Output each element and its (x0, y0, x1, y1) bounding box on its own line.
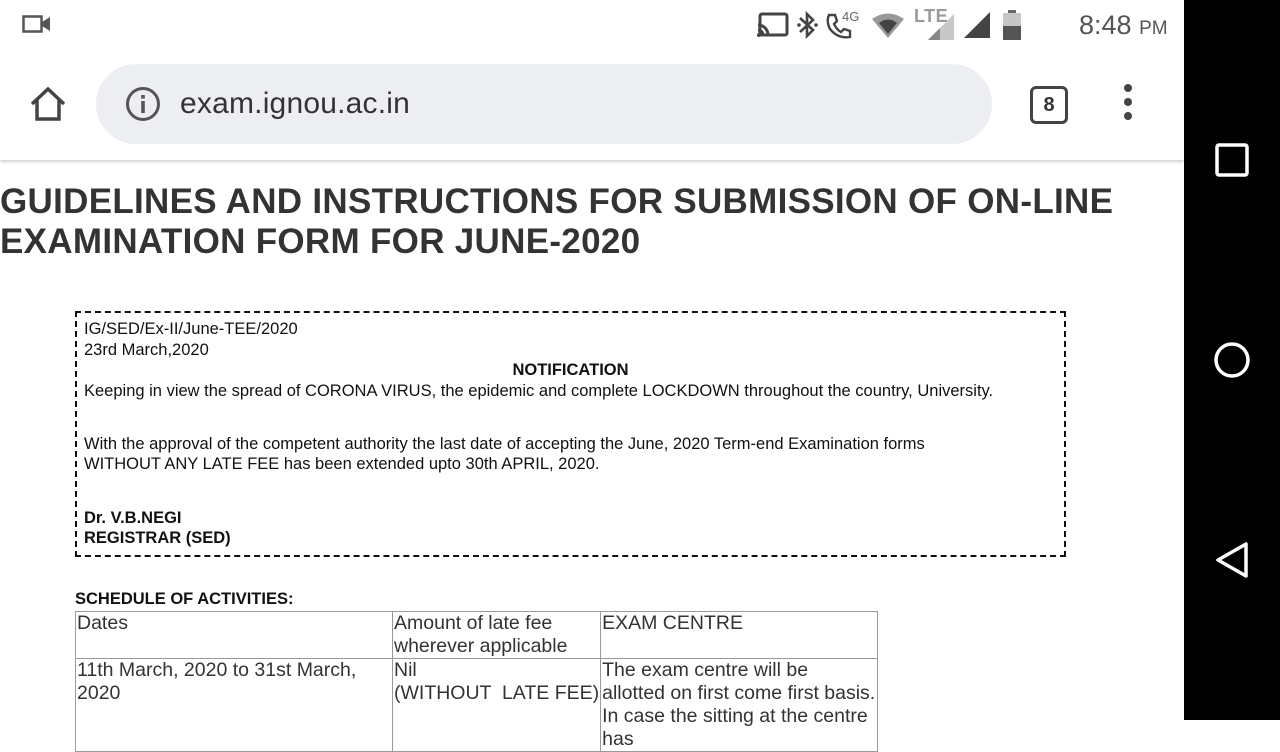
notice-designation: REGISTRAR (SED) (84, 529, 231, 547)
clock-ampm: PM (1139, 18, 1168, 39)
schedule-title: SCHEDULE OF ACTIVITIES: (75, 590, 294, 608)
home-nav-icon[interactable] (1212, 340, 1252, 380)
network-4g-label: 4G (842, 9, 860, 24)
table-row (76, 659, 878, 752)
notice-paragraph-1: Keeping in view the spread of CORONA VIRUS, the epidemic and complete LOCKDOWN throughout the country, University. (84, 382, 994, 400)
header-exam-centre: EXAM CENTRE (601, 612, 878, 659)
notification-box (75, 311, 1066, 557)
clock-time: 8:48 (1079, 10, 1132, 40)
header-dates: Dates (76, 612, 393, 659)
signal-icon (962, 10, 992, 40)
info-icon[interactable] (125, 86, 161, 122)
cell-dates: 11th March, 2020 to 31st March, 2020 (76, 659, 393, 752)
status-bar (0, 0, 1184, 48)
recents-icon[interactable] (1212, 140, 1252, 180)
battery-icon (1002, 9, 1022, 41)
browser-toolbar (0, 48, 1184, 160)
signal-weak-icon (926, 12, 956, 42)
notice-reference: IG/SED/Ex-II/June-TEE/2020 (84, 320, 298, 338)
cell-late-fee-amount: Nil (394, 659, 417, 681)
overflow-menu-icon[interactable] (1116, 84, 1140, 124)
home-icon[interactable] (28, 84, 68, 124)
clock (1079, 8, 1168, 46)
wifi-icon (870, 10, 906, 40)
status-icons (756, 8, 1028, 42)
cell-late-fee (393, 659, 601, 752)
system-nav-bar (1184, 0, 1280, 720)
notice-paragraph-2-line2: WITHOUT ANY LATE FEE has been extended upto 30th APRIL, 2020. (84, 455, 600, 473)
address-bar[interactable] (96, 64, 992, 144)
cell-late-fee-note: (WITHOUT LATE FEE) (394, 682, 600, 704)
web-page (0, 160, 1184, 750)
bluetooth-icon (796, 10, 818, 40)
cast-icon (756, 11, 790, 39)
back-icon[interactable] (1212, 540, 1252, 580)
notice-signatory: Dr. V.B.NEGI (84, 509, 182, 527)
page-title (0, 182, 1130, 262)
table-header-row (76, 612, 878, 659)
header-late-fee: Amount of late fee wherever applicable (393, 612, 601, 659)
notice-heading: NOTIFICATION (512, 361, 629, 379)
video-camera-icon (22, 14, 52, 34)
notice-date: 23rd March,2020 (84, 341, 209, 359)
network-lte-label: LTE (914, 6, 949, 26)
url-text[interactable]: exam.ignou.ac.in (180, 87, 411, 120)
page-title-line1: GUIDELINES AND INSTRUCTIONS FOR SUBMISSION OF ON-LINE (0, 182, 1114, 221)
notice-paragraph-2-line1: With the approval of the competent authority the last date of accepting the June, 2020 Term-end Examination forms (84, 435, 925, 453)
tab-switcher-button[interactable]: 8 (1030, 86, 1068, 124)
schedule-table (75, 611, 878, 752)
page-title-line2: EXAMINATION FORM FOR JUNE-2020 (0, 222, 641, 261)
cell-exam-centre: The exam centre will be allotted on first come first basis. In case the sitting at the centre has (601, 659, 878, 752)
